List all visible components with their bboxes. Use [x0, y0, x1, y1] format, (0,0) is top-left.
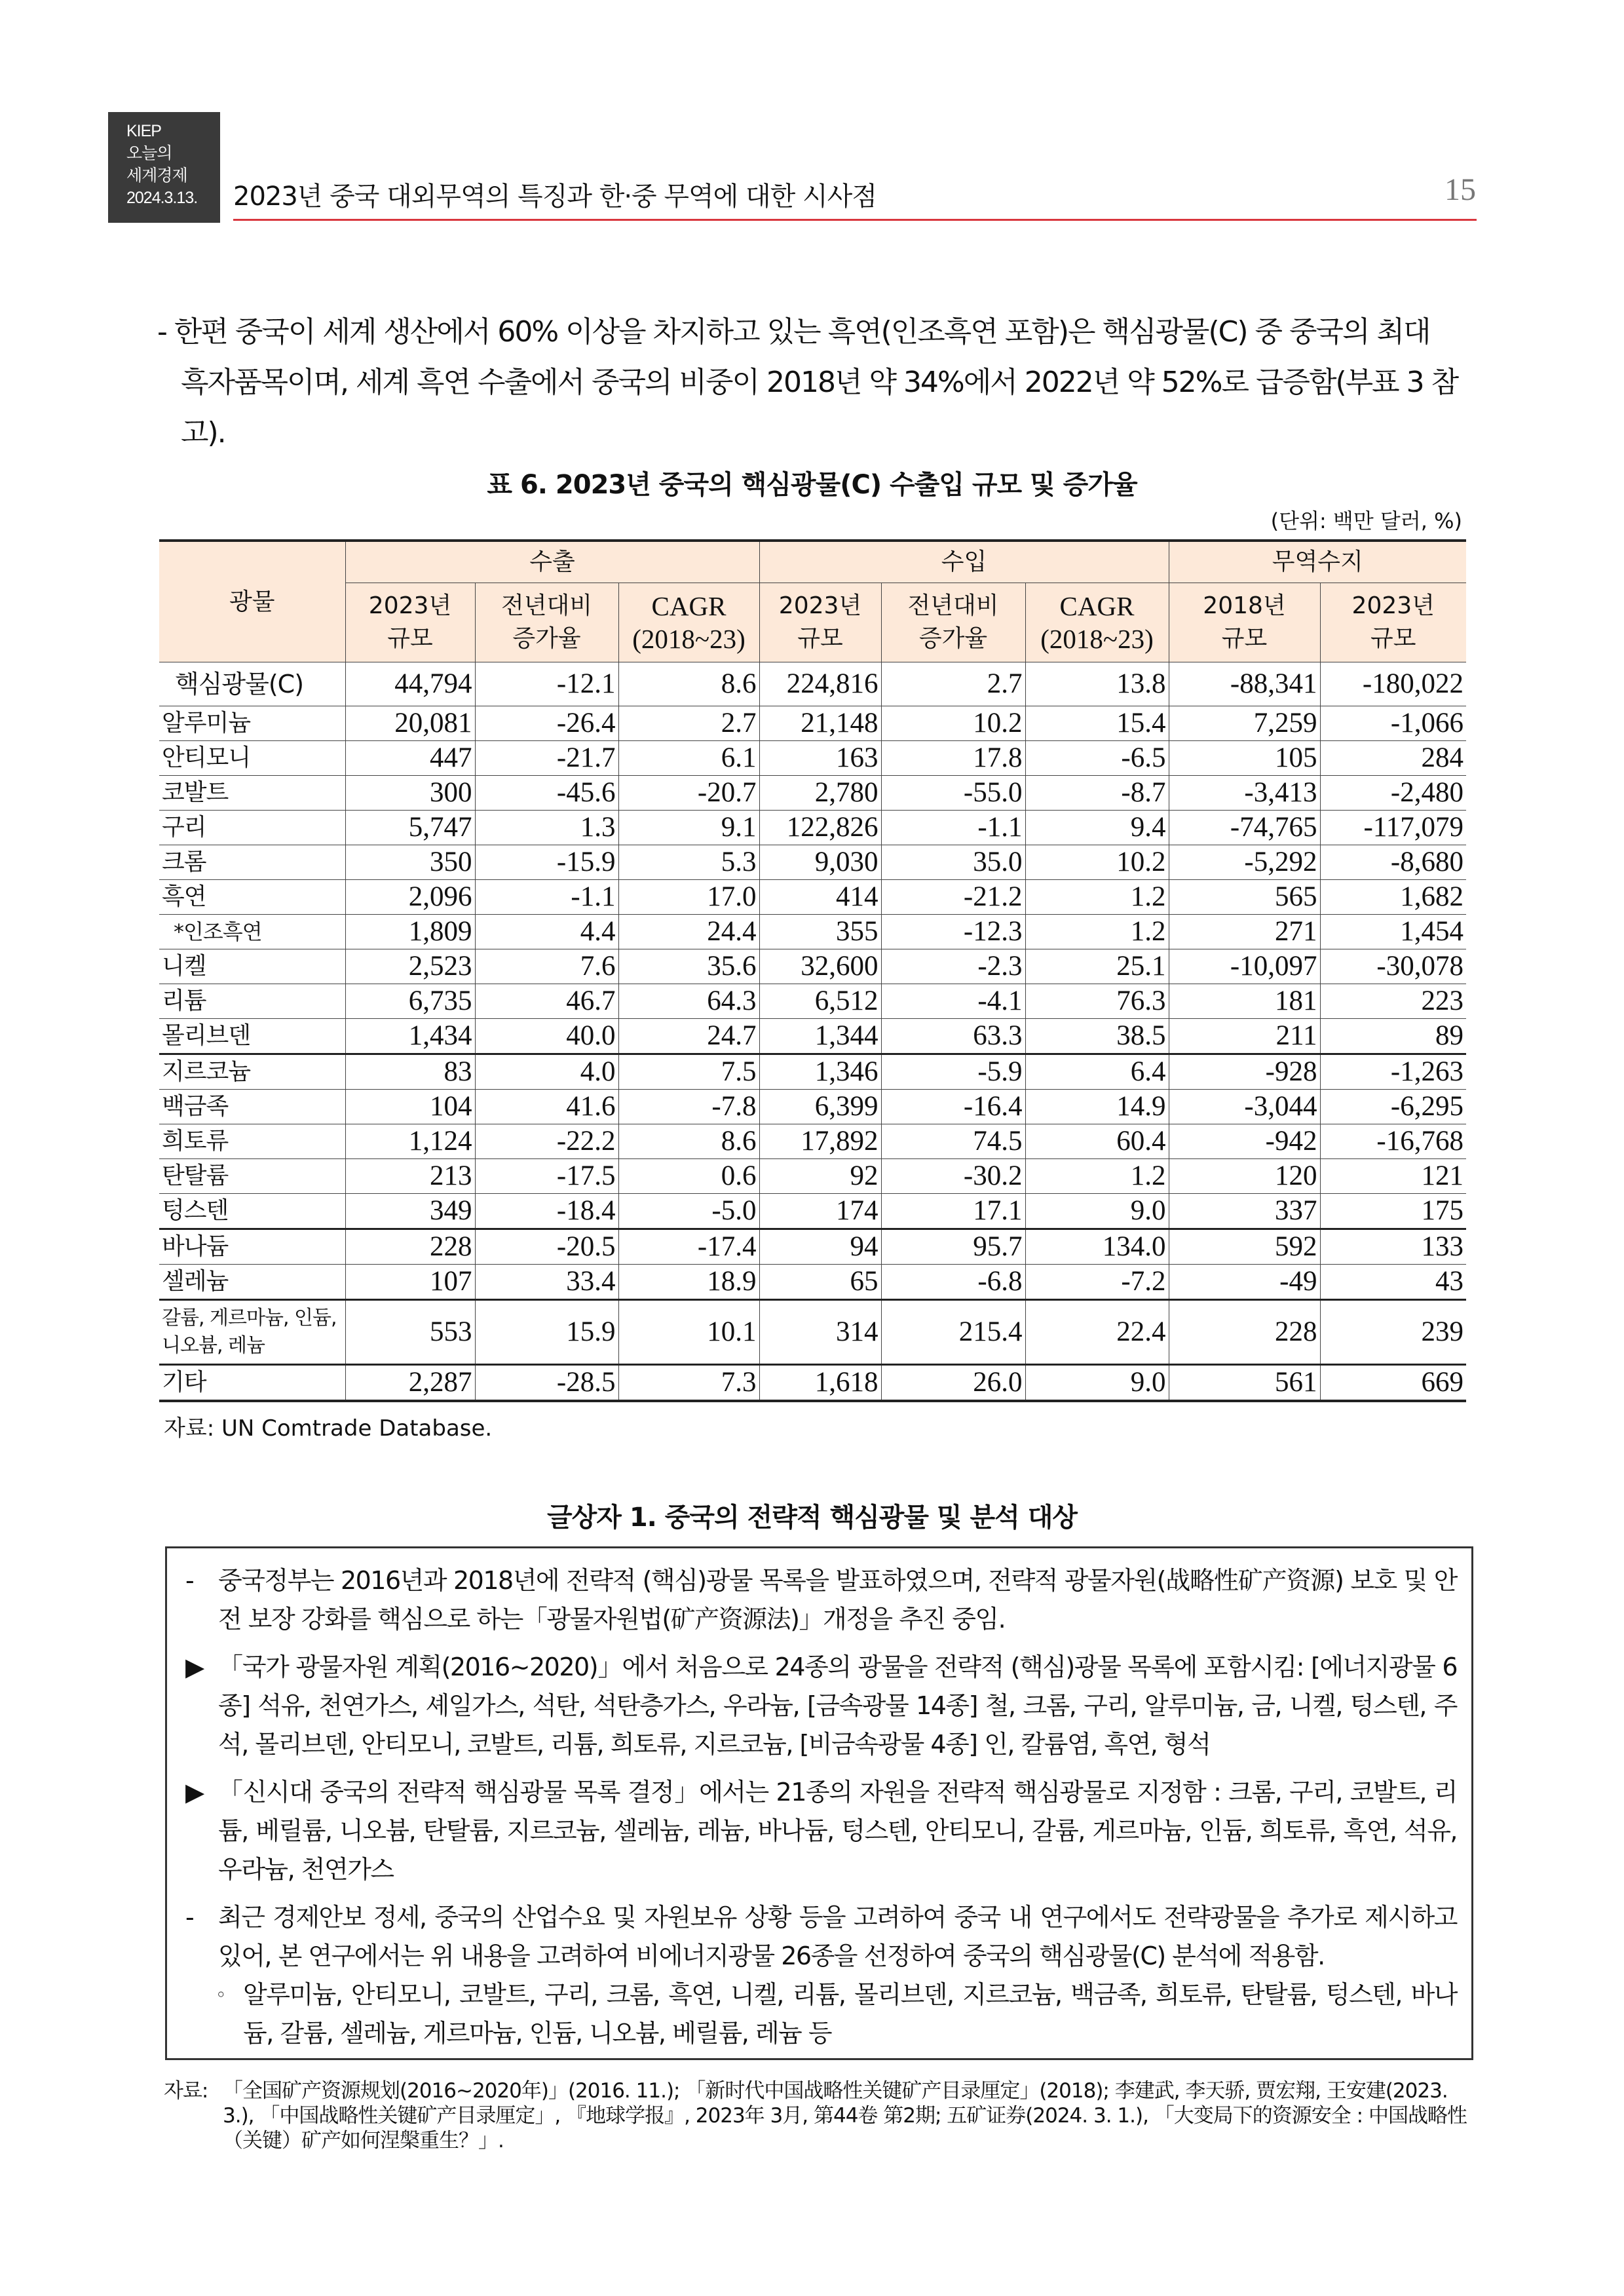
table-cell: -18.4 — [475, 1194, 618, 1229]
table-cell: 17.1 — [881, 1194, 1025, 1229]
table-row — [159, 1124, 1466, 1159]
mineral-name: 니켈 — [159, 949, 345, 984]
table-cell: -7.8 — [618, 1090, 759, 1124]
col-header — [618, 583, 759, 662]
col-header-line: CAGR — [651, 591, 727, 621]
table-cell: -20.5 — [475, 1229, 618, 1265]
table-cell: 7.5 — [618, 1054, 759, 1090]
table-cell: 1,434 — [345, 1019, 475, 1054]
col-header — [759, 583, 881, 662]
table-cell: 24.4 — [618, 915, 759, 949]
table-cell: -88,341 — [1169, 662, 1320, 706]
table-row — [159, 949, 1466, 984]
table-cell: 414 — [759, 880, 881, 915]
col-header-line: 규모 — [797, 625, 843, 652]
mineral-name: 코발트 — [159, 776, 345, 811]
table-cell: 284 — [1320, 741, 1466, 776]
table-title: 표 6. 2023년 중국의 핵심광물(C) 수출입 규모 및 증가율 — [487, 470, 1137, 500]
mineral-name: 기타 — [159, 1365, 345, 1402]
table-cell: 213 — [345, 1159, 475, 1194]
table-cell: -12.3 — [881, 915, 1025, 949]
table-cell: 9,030 — [759, 845, 881, 880]
table-cell: 228 — [1169, 1300, 1320, 1365]
table-cell: -3,044 — [1169, 1090, 1320, 1124]
table-cell: 20,081 — [345, 706, 475, 741]
table-cell: 211 — [1169, 1019, 1320, 1054]
table-cell: 64.3 — [618, 984, 759, 1019]
table-cell: 349 — [345, 1194, 475, 1229]
table-cell: 215.4 — [881, 1300, 1025, 1365]
table-cell: -15.9 — [475, 845, 618, 880]
mineral-name: 백금족 — [159, 1090, 345, 1124]
table-cell: 6.4 — [1025, 1054, 1169, 1090]
table-cell: 181 — [1169, 984, 1320, 1019]
table-cell: -117,079 — [1320, 811, 1466, 845]
table-cell: 104 — [345, 1090, 475, 1124]
table-cell: 6,512 — [759, 984, 881, 1019]
table-cell: 7,259 — [1169, 706, 1320, 741]
col-header-line: 증가율 — [918, 625, 988, 652]
table-cell: 43 — [1320, 1265, 1466, 1300]
table-cell: 1,454 — [1320, 915, 1466, 949]
table-row — [159, 984, 1466, 1019]
table-cell: -55.0 — [881, 776, 1025, 811]
table-cell: -4.1 — [881, 984, 1025, 1019]
page-number: 15 — [1445, 172, 1476, 207]
table-cell: -1.1 — [475, 880, 618, 915]
mineral-name: 안티모니 — [159, 741, 345, 776]
table-cell: 89 — [1320, 1019, 1466, 1054]
table-cell: -6.8 — [881, 1265, 1025, 1300]
table-row — [159, 1229, 1466, 1265]
table-cell: 120 — [1169, 1159, 1320, 1194]
box-item-text: 「신시대 중국의 전략적 핵심광물 목록 결정」에서는 21종의 자원을 전략적 핵심광물로 지정함 : 크롬, 구리, 코발트, 리튬, 베릴륨, 니오븀, 탄탈륨, 지르코늄, 셀레늄, 레늄, 바나듐, 텅스텐, 안티모니, 갈륨, 게르마늄, 인듐, 희토류, 흑연, 석유, 우라늄, 천연가스 — [218, 1778, 1457, 1884]
minerals-trade-table — [159, 539, 1466, 1402]
table-cell: -45.6 — [475, 776, 618, 811]
box-item — [185, 1648, 1457, 1764]
table-source: 자료: UN Comtrade Database. — [164, 1415, 493, 1442]
table-cell: 17.0 — [618, 880, 759, 915]
bullet-marker: - — [185, 1566, 194, 1595]
mineral-name: 탄탈륨 — [159, 1159, 345, 1194]
table-cell: -22.2 — [475, 1124, 618, 1159]
table-cell: 133 — [1320, 1229, 1466, 1265]
box-item-text: 중국정부는 2016년과 2018년에 전략적 (핵심)광물 목록을 발표하였으며, 전략적 광물자원(战略性矿产资源) 보호 및 안전 보장 강화를 핵심으로 하는「광물자원법(矿产资源法)」개정을 추진 중임. — [218, 1566, 1457, 1634]
table-cell: 553 — [345, 1300, 475, 1365]
table-cell: 107 — [345, 1265, 475, 1300]
box-item-text: 「국가 광물자원 계획(2016~2020)」에서 처음으로 24종의 광물을 전략적 (핵심)광물 목록에 포함시킴: [에너지광물 6종] 석유, 천연가스, 셰일가스, 석탄, 석탄층가스, 우라늄, [금속광물 14종] 철, 크롬, 구리, 알루미늄, 금, 니켈, 텅스텐, 주석, 몰리브덴, 안티모니, 코발트, 리튬, 희토류, 지르코늄, [비금속광물 4종] 인, 칼륨염, 흑연, 형석 — [218, 1653, 1457, 1759]
table-cell: 92 — [759, 1159, 881, 1194]
table-cell: 46.7 — [475, 984, 618, 1019]
table-cell: -6.5 — [1025, 741, 1169, 776]
paragraph-line: - 한편 중국이 세계 생산에서 60% 이상을 차지하고 있는 흑연(인조흑연 포함)은 핵심광물(C) 중 중국의 최대 — [157, 315, 1430, 349]
box-item — [185, 1976, 1457, 2053]
table-cell: 105 — [1169, 741, 1320, 776]
mineral-name: *인조흑연 — [159, 915, 345, 949]
table-cell: -1,066 — [1320, 706, 1466, 741]
table-cell: 41.6 — [475, 1090, 618, 1124]
table-cell: 2.7 — [881, 662, 1025, 706]
col-header-line: (2018~23) — [1040, 624, 1154, 654]
table-cell: -74,765 — [1169, 811, 1320, 845]
table-row — [159, 1159, 1466, 1194]
table-row — [159, 776, 1466, 811]
table-cell: 17.8 — [881, 741, 1025, 776]
table-cell: 174 — [759, 1194, 881, 1229]
table-cell: -928 — [1169, 1054, 1320, 1090]
table-cell: -942 — [1169, 1124, 1320, 1159]
col-header — [1320, 583, 1466, 662]
table-cell: 6.1 — [618, 741, 759, 776]
table-cell: 17,892 — [759, 1124, 881, 1159]
col-header — [475, 583, 618, 662]
mineral-name: 흑연 — [159, 880, 345, 915]
table-cell: 1,809 — [345, 915, 475, 949]
mineral-name: 알루미늄 — [159, 706, 345, 741]
table-cell: 5,747 — [345, 811, 475, 845]
table-cell: 239 — [1320, 1300, 1466, 1365]
table-cell: -180,022 — [1320, 662, 1466, 706]
table-cell: 4.4 — [475, 915, 618, 949]
table-cell: 14.9 — [1025, 1090, 1169, 1124]
table-cell: -17.4 — [618, 1229, 759, 1265]
table-cell: 94 — [759, 1229, 881, 1265]
mineral-name: 텅스텐 — [159, 1194, 345, 1229]
table-cell: 60.4 — [1025, 1124, 1169, 1159]
table-cell: 38.5 — [1025, 1019, 1169, 1054]
group-header-import: 수입 — [759, 541, 1169, 583]
col-header-line: 2018년 — [1203, 592, 1286, 619]
col-header-line: 규모 — [1221, 625, 1268, 652]
table-row — [159, 1300, 1466, 1365]
table-cell: 8.6 — [618, 1124, 759, 1159]
col-header-line: 2023년 — [778, 592, 862, 619]
table-cell: -2,480 — [1320, 776, 1466, 811]
table-cell: 76.3 — [1025, 984, 1169, 1019]
table-cell: 121 — [1320, 1159, 1466, 1194]
table-cell: 9.1 — [618, 811, 759, 845]
col-header — [881, 583, 1025, 662]
group-header-export: 수출 — [345, 541, 759, 583]
col-header — [1025, 583, 1169, 662]
table-row — [159, 811, 1466, 845]
publisher-line: KIEP — [126, 122, 161, 140]
table-cell: 224,816 — [759, 662, 881, 706]
table-cell: 44,794 — [345, 662, 475, 706]
box-item — [185, 1898, 1457, 1976]
table-cell: 669 — [1320, 1365, 1466, 1402]
table-cell: 1,344 — [759, 1019, 881, 1054]
header-divider — [233, 219, 1477, 221]
info-box — [165, 1546, 1473, 2060]
table-cell: 565 — [1169, 880, 1320, 915]
table-cell: 7.3 — [618, 1365, 759, 1402]
table-cell: 9.0 — [1025, 1194, 1169, 1229]
table-cell: 25.1 — [1025, 949, 1169, 984]
table-cell: -12.1 — [475, 662, 618, 706]
table-cell: -7.2 — [1025, 1265, 1169, 1300]
table-cell: -8.7 — [1025, 776, 1169, 811]
table-row — [159, 741, 1466, 776]
table-cell: -20.7 — [618, 776, 759, 811]
table-cell: 40.0 — [475, 1019, 618, 1054]
table-cell: 2,523 — [345, 949, 475, 984]
col-header-line: CAGR — [1059, 591, 1135, 621]
table-cell: 26.0 — [881, 1365, 1025, 1402]
table-row — [159, 662, 1466, 706]
table-row — [159, 1365, 1466, 1402]
table-cell: 163 — [759, 741, 881, 776]
table-cell: -5.0 — [618, 1194, 759, 1229]
table-row — [159, 915, 1466, 949]
mineral-name: 몰리브덴 — [159, 1019, 345, 1054]
triangle-bullet-icon: ▶ — [185, 1653, 204, 1681]
table-cell: -2.3 — [881, 949, 1025, 984]
table-cell: 1.2 — [1025, 915, 1169, 949]
table-cell: 271 — [1169, 915, 1320, 949]
table-cell: 350 — [345, 845, 475, 880]
footer-source-text: 「全国矿产资源规划(2016~2020年)」(2016. 11.); 「新时代中国战略性关键矿产目录厘定」(2018); 李建武, 李天骄, 贾宏翔, 王安建(2023. 3.), 「中国战略性关键矿产目录厘定」, 『地球学报』, 2023年 3月, 第44卷 第2期; 五矿证券(2024. 3. 1.), 「大变局下的资源安全 : 中国战略性（关键）矿产如何涅槃重生？」. — [223, 2079, 1467, 2152]
box-title: 글상자 1. 중국의 전략적 핵심광물 및 분석 대상 — [546, 1502, 1078, 1533]
table-cell: -21.7 — [475, 741, 618, 776]
table-cell: -21.2 — [881, 880, 1025, 915]
table-cell: 83 — [345, 1054, 475, 1090]
table-cell: 592 — [1169, 1229, 1320, 1265]
table-row — [159, 1265, 1466, 1300]
table-cell: 9.4 — [1025, 811, 1169, 845]
table-cell: -3,413 — [1169, 776, 1320, 811]
table-cell: 8.6 — [618, 662, 759, 706]
table-cell: -30,078 — [1320, 949, 1466, 984]
table-row — [159, 1194, 1466, 1229]
col-header — [1169, 583, 1320, 662]
table-cell: 35.6 — [618, 949, 759, 984]
table-cell: -16,768 — [1320, 1124, 1466, 1159]
box-item-text: 최근 경제안보 정세, 중국의 산업수요 및 자원보유 상황 등을 고려하여 중국 내 연구에서도 전략광물을 추가로 제시하고 있어, 본 연구에서는 위 내용을 고려하여 비에너지광물 26종을 선정하여 중국의 핵심광물(C) 분석에 적용함. — [218, 1903, 1457, 1970]
table-cell: 15.4 — [1025, 706, 1169, 741]
paragraph-line: 흑자품목이며, 세계 흑연 수출에서 중국의 비중이 2018년 약 34%에서 2022년 약 52%로 급증함(부표 3 참고). — [181, 366, 1458, 450]
table-cell: 10.1 — [618, 1300, 759, 1365]
mineral-name: 지르코늄 — [159, 1054, 345, 1090]
table-cell: -17.5 — [475, 1159, 618, 1194]
footer-source — [164, 2078, 1467, 2153]
table-cell: 7.6 — [475, 949, 618, 984]
bullet-marker: ◦ — [216, 1984, 226, 2006]
table-cell: -5,292 — [1169, 845, 1320, 880]
box-item-text: 알루미늄, 안티모니, 코발트, 구리, 크롬, 흑연, 니켈, 리튬, 몰리브덴, 지르코늄, 백금족, 희토류, 탄탈륨, 텅스텐, 바나듐, 갈륨, 셀레늄, 게르마늄, 인듐, 니오븀, 베릴륨, 레늄 등 — [243, 1980, 1457, 2048]
table-cell: 1,124 — [345, 1124, 475, 1159]
table-cell: 1.2 — [1025, 880, 1169, 915]
table-cell: 314 — [759, 1300, 881, 1365]
group-header-balance: 무역수지 — [1169, 541, 1466, 583]
table-cell: 4.0 — [475, 1054, 618, 1090]
table-cell: 223 — [1320, 984, 1466, 1019]
mineral-name: 크롬 — [159, 845, 345, 880]
table-row — [159, 1019, 1466, 1054]
table-cell: 122,826 — [759, 811, 881, 845]
table-cell: -8,680 — [1320, 845, 1466, 880]
table-cell: 35.0 — [881, 845, 1025, 880]
bullet-marker: - — [185, 1903, 194, 1932]
table-cell: 0.6 — [618, 1159, 759, 1194]
col-header-line: 전년대비 — [907, 592, 999, 619]
table-cell: 95.7 — [881, 1229, 1025, 1265]
table-cell: 175 — [1320, 1194, 1466, 1229]
mineral-name: 구리 — [159, 811, 345, 845]
mineral-name: 리튬 — [159, 984, 345, 1019]
table-cell: 1,618 — [759, 1365, 881, 1402]
table-cell: 74.5 — [881, 1124, 1025, 1159]
col-header-line: 증가율 — [512, 625, 581, 652]
table-cell: -30.2 — [881, 1159, 1025, 1194]
triangle-bullet-icon: ▶ — [185, 1778, 204, 1807]
table-cell: 228 — [345, 1229, 475, 1265]
table-cell: -10,097 — [1169, 949, 1320, 984]
table-cell: 1.3 — [475, 811, 618, 845]
table-cell: 18.9 — [618, 1265, 759, 1300]
table-cell: 5.3 — [618, 845, 759, 880]
box-item — [185, 1561, 1457, 1639]
mineral-name: 희토류 — [159, 1124, 345, 1159]
publisher-line: 2024.3.13. — [126, 189, 198, 207]
table-cell: -1.1 — [881, 811, 1025, 845]
table-cell: 33.4 — [475, 1265, 618, 1300]
table-cell: 300 — [345, 776, 475, 811]
col-header-line: 규모 — [387, 625, 433, 652]
table-cell: 21,148 — [759, 706, 881, 741]
table-cell: 1,682 — [1320, 880, 1466, 915]
table-cell: 24.7 — [618, 1019, 759, 1054]
table-cell: 63.3 — [881, 1019, 1025, 1054]
table-cell: 9.0 — [1025, 1365, 1169, 1402]
table-cell: 13.8 — [1025, 662, 1169, 706]
table-unit: (단위: 백만 달러, %) — [1270, 508, 1462, 533]
table-cell: 134.0 — [1025, 1229, 1169, 1265]
table-row — [159, 880, 1466, 915]
table-cell: -28.5 — [475, 1365, 618, 1402]
table-cell: 2,096 — [345, 880, 475, 915]
col-header-mineral: 광물 — [159, 541, 345, 662]
table-cell: 1.2 — [1025, 1159, 1169, 1194]
table-cell: 65 — [759, 1265, 881, 1300]
mineral-name: 핵심광물(C) — [159, 662, 345, 706]
table-cell: -1,263 — [1320, 1054, 1466, 1090]
col-header-line: 2023년 — [1351, 592, 1435, 619]
mineral-name: 바나듐 — [159, 1229, 345, 1265]
table-cell: 15.9 — [475, 1300, 618, 1365]
table-cell: 337 — [1169, 1194, 1320, 1229]
col-header-line: 2023년 — [368, 592, 452, 619]
table-row — [159, 1090, 1466, 1124]
table-cell: 447 — [345, 741, 475, 776]
col-header-line: 규모 — [1370, 625, 1416, 652]
table-cell: 10.2 — [881, 706, 1025, 741]
publisher-badge — [108, 112, 220, 223]
table-cell: 32,600 — [759, 949, 881, 984]
publisher-line: 세계경제 — [126, 166, 187, 185]
col-header-line: 전년대비 — [500, 592, 593, 619]
table-cell: 355 — [759, 915, 881, 949]
table-row — [159, 706, 1466, 741]
table-cell: 2.7 — [618, 706, 759, 741]
table-cell: 6,399 — [759, 1090, 881, 1124]
table-cell: 1,346 — [759, 1054, 881, 1090]
box-item — [185, 1773, 1457, 1889]
table-cell: 2,287 — [345, 1365, 475, 1402]
table-cell: 22.4 — [1025, 1300, 1169, 1365]
table-cell: -49 — [1169, 1265, 1320, 1300]
table-cell: -5.9 — [881, 1054, 1025, 1090]
footer-source-label: 자료: — [164, 2079, 208, 2103]
table-cell: -6,295 — [1320, 1090, 1466, 1124]
table-cell: -26.4 — [475, 706, 618, 741]
col-header-line: (2018~23) — [632, 624, 746, 654]
table-cell: 10.2 — [1025, 845, 1169, 880]
table-cell: -16.4 — [881, 1090, 1025, 1124]
running-title: 2023년 중국 대외무역의 특징과 한·중 무역에 대한 시사점 — [233, 182, 877, 212]
table-row — [159, 845, 1466, 880]
body-paragraph — [157, 307, 1481, 458]
table-cell: 6,735 — [345, 984, 475, 1019]
publisher-line: 오늘의 — [126, 144, 172, 163]
mineral-name: 셀레늄 — [159, 1265, 345, 1300]
table-cell: 2,780 — [759, 776, 881, 811]
mineral-name: 갈륨, 게르마늄, 인듐, 니오븀, 레늄 — [159, 1300, 345, 1365]
col-header — [345, 583, 475, 662]
table-cell: 561 — [1169, 1365, 1320, 1402]
table-row — [159, 1054, 1466, 1090]
